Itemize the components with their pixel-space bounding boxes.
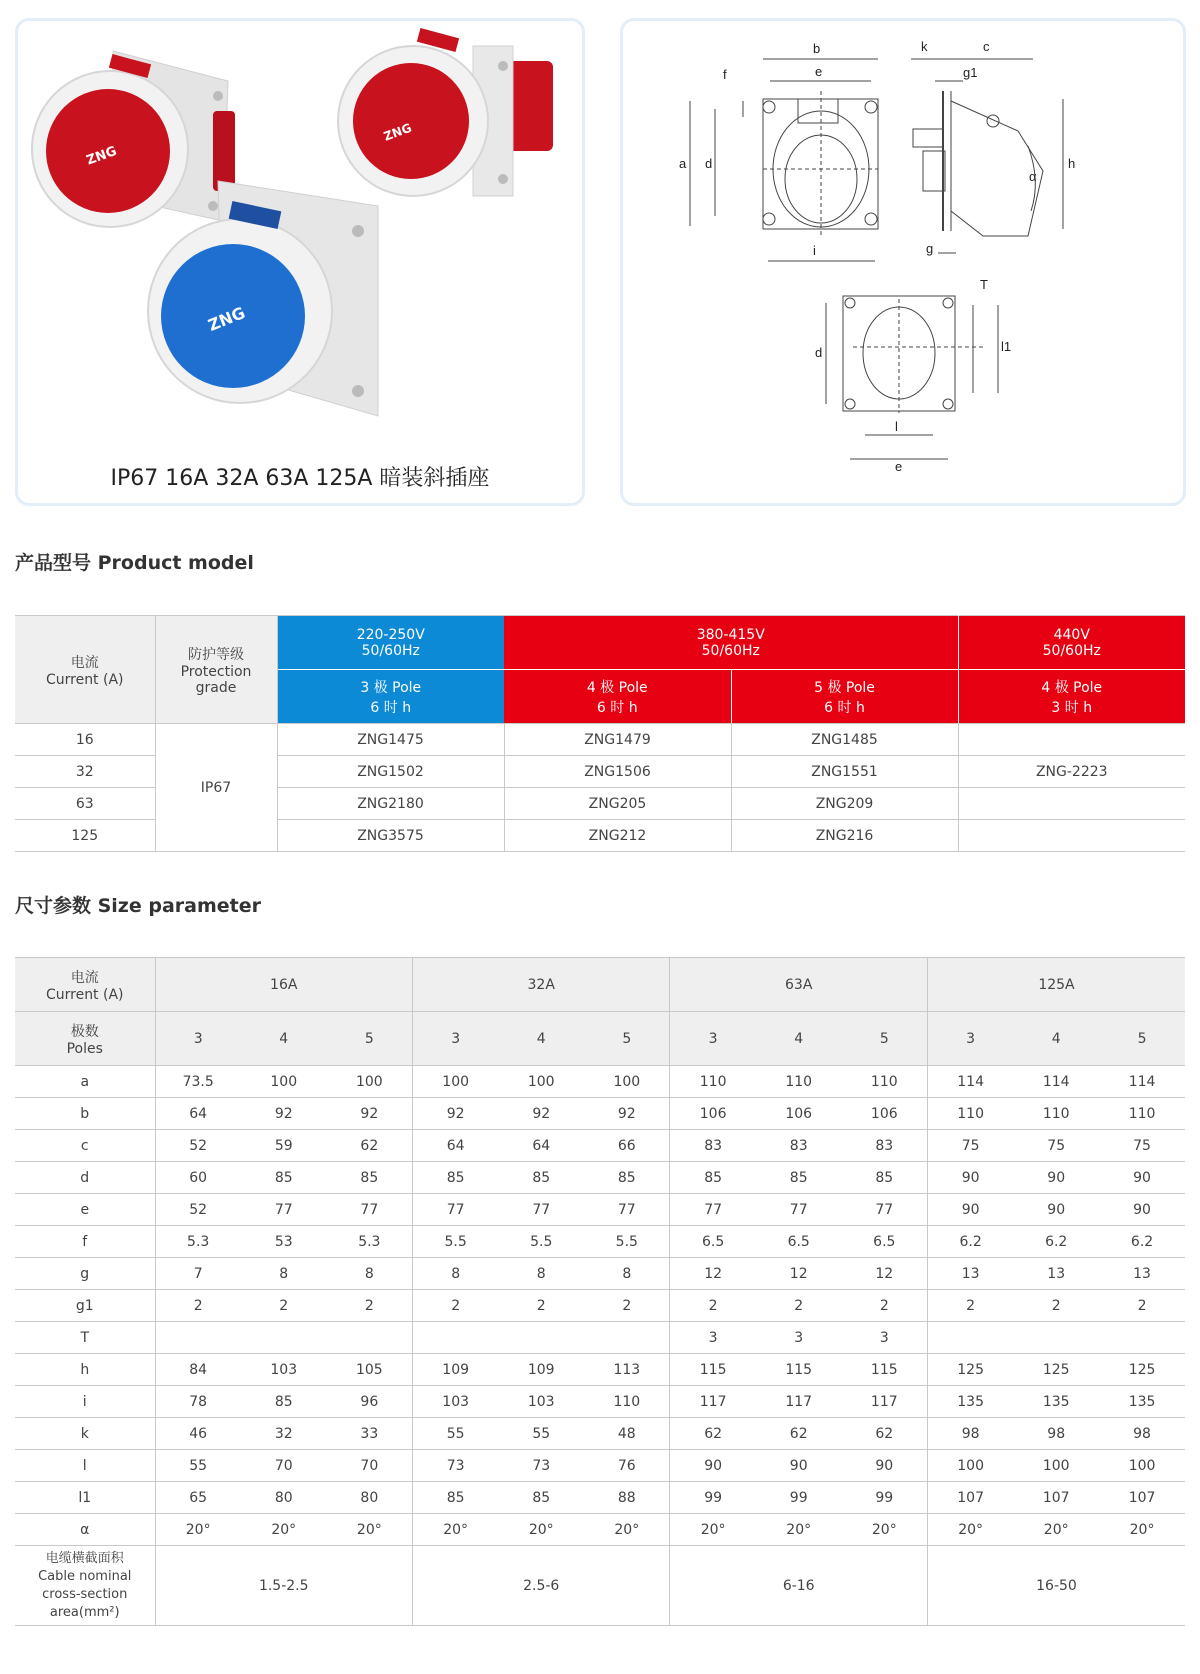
size-row-label: h bbox=[15, 1354, 155, 1386]
svg-text:e: e bbox=[895, 459, 903, 474]
size-value: 109 bbox=[412, 1354, 498, 1386]
size-value bbox=[584, 1322, 670, 1354]
size-value: 90 bbox=[927, 1162, 1013, 1194]
size-value: 8 bbox=[327, 1258, 413, 1290]
size-value: 85 bbox=[412, 1482, 498, 1514]
size-row bbox=[15, 1226, 1185, 1258]
size-value bbox=[155, 1322, 241, 1354]
size-value: 20° bbox=[498, 1514, 584, 1546]
size-value: 109 bbox=[498, 1354, 584, 1386]
size-value: 85 bbox=[842, 1162, 928, 1194]
svg-text:d: d bbox=[705, 156, 713, 171]
size-value: 6.2 bbox=[1013, 1226, 1099, 1258]
size-value: 77 bbox=[412, 1194, 498, 1226]
dimension-drawing-panel bbox=[620, 18, 1186, 506]
front-view bbox=[690, 59, 878, 261]
size-value: 2 bbox=[498, 1290, 584, 1322]
size-value: 115 bbox=[670, 1354, 756, 1386]
size-value: 110 bbox=[670, 1066, 756, 1098]
svg-text:T: T bbox=[980, 277, 988, 292]
size-value: 70 bbox=[241, 1450, 327, 1482]
svg-text:g: g bbox=[926, 241, 934, 256]
svg-text:e: e bbox=[815, 64, 823, 79]
size-value: 55 bbox=[412, 1418, 498, 1450]
size-value: 48 bbox=[584, 1418, 670, 1450]
size-value: 90 bbox=[1013, 1162, 1099, 1194]
size-value: 55 bbox=[498, 1418, 584, 1450]
size-value: 8 bbox=[584, 1258, 670, 1290]
size-value: 115 bbox=[842, 1354, 928, 1386]
cable-row bbox=[15, 1546, 1185, 1626]
size-value: 20° bbox=[927, 1514, 1013, 1546]
size-value: 88 bbox=[584, 1482, 670, 1514]
size-value: 117 bbox=[670, 1386, 756, 1418]
size-value: 20° bbox=[842, 1514, 928, 1546]
size-value: 2 bbox=[584, 1290, 670, 1322]
size-value: 106 bbox=[670, 1098, 756, 1130]
size-value: 13 bbox=[1013, 1258, 1099, 1290]
size-row bbox=[15, 1066, 1185, 1098]
size-value: 73 bbox=[498, 1450, 584, 1482]
header-voltage-3: 440V 50/60Hz bbox=[958, 616, 1185, 670]
size-value: 80 bbox=[327, 1482, 413, 1514]
size-value: 113 bbox=[584, 1354, 670, 1386]
size-value: 20° bbox=[241, 1514, 327, 1546]
size-value: 73.5 bbox=[155, 1066, 241, 1098]
size-value: 73 bbox=[412, 1450, 498, 1482]
grade-value: IP67 bbox=[155, 724, 277, 852]
size-value: 83 bbox=[670, 1130, 756, 1162]
size-value: 135 bbox=[1099, 1386, 1185, 1418]
size-value: 75 bbox=[927, 1130, 1013, 1162]
size-value: 83 bbox=[756, 1130, 842, 1162]
pole-count: 4 bbox=[498, 1012, 584, 1066]
pole-count: 4 bbox=[1013, 1012, 1099, 1066]
size-value: 52 bbox=[155, 1130, 241, 1162]
group-125a: 125A bbox=[927, 958, 1185, 1012]
size-value: 117 bbox=[842, 1386, 928, 1418]
svg-text:ZNG: ZNG bbox=[381, 120, 414, 144]
size-row-label: i bbox=[15, 1386, 155, 1418]
size-value: 13 bbox=[1099, 1258, 1185, 1290]
size-row-label: a bbox=[15, 1066, 155, 1098]
svg-text:d: d bbox=[815, 345, 823, 360]
size-value: 90 bbox=[927, 1194, 1013, 1226]
size-value: 85 bbox=[241, 1162, 327, 1194]
pole-count: 3 bbox=[412, 1012, 498, 1066]
size-value bbox=[1099, 1322, 1185, 1354]
size-row bbox=[15, 1514, 1185, 1546]
product-model-table bbox=[15, 615, 1185, 852]
header-poles: 极数 Poles bbox=[15, 1012, 155, 1066]
size-value: 60 bbox=[155, 1162, 241, 1194]
size-row bbox=[15, 1450, 1185, 1482]
size-value: 77 bbox=[498, 1194, 584, 1226]
size-value: 98 bbox=[927, 1418, 1013, 1450]
header-grade: 防护等级 Protection grade bbox=[155, 616, 277, 724]
model-row: 32 ZNG1502 ZNG1506 ZNG1551 ZNG-2223 bbox=[15, 756, 1185, 788]
size-value: 90 bbox=[1013, 1194, 1099, 1226]
svg-text:h: h bbox=[1068, 156, 1076, 171]
size-value: 92 bbox=[584, 1098, 670, 1130]
size-value: 110 bbox=[927, 1098, 1013, 1130]
size-value: 80 bbox=[241, 1482, 327, 1514]
blue-socket bbox=[148, 181, 378, 416]
size-value: 84 bbox=[155, 1354, 241, 1386]
size-value: 2 bbox=[1099, 1290, 1185, 1322]
size-value: 3 bbox=[842, 1322, 928, 1354]
size-value: 100 bbox=[1099, 1450, 1185, 1482]
size-value: 110 bbox=[1013, 1098, 1099, 1130]
size-value: 76 bbox=[584, 1450, 670, 1482]
size-value: 53 bbox=[241, 1226, 327, 1258]
size-value: 85 bbox=[584, 1162, 670, 1194]
svg-text:a: a bbox=[679, 156, 687, 171]
size-value: 2 bbox=[241, 1290, 327, 1322]
group-32a: 32A bbox=[412, 958, 669, 1012]
size-row-label: f bbox=[15, 1226, 155, 1258]
size-row bbox=[15, 1162, 1185, 1194]
size-value: 90 bbox=[756, 1450, 842, 1482]
cable-value: 1.5-2.5 bbox=[155, 1546, 412, 1626]
size-row-label: α bbox=[15, 1514, 155, 1546]
size-value: 62 bbox=[842, 1418, 928, 1450]
product-caption: IP67 16A 32A 63A 125A 暗装斜插座 bbox=[110, 466, 490, 491]
size-value: 107 bbox=[1013, 1482, 1099, 1514]
pole-count: 3 bbox=[155, 1012, 241, 1066]
header-config-4: 4 极 Pole 3 时 h bbox=[958, 670, 1185, 724]
size-row bbox=[15, 1098, 1185, 1130]
svg-text:b: b bbox=[813, 41, 821, 56]
pole-count: 3 bbox=[670, 1012, 756, 1066]
size-value: 100 bbox=[927, 1450, 1013, 1482]
size-value: 20° bbox=[412, 1514, 498, 1546]
size-value: 77 bbox=[241, 1194, 327, 1226]
pole-count: 4 bbox=[756, 1012, 842, 1066]
size-parameter-title: 尺寸参数 Size parameter bbox=[15, 895, 262, 917]
size-row bbox=[15, 1130, 1185, 1162]
header-config-3: 5 极 Pole 6 时 h bbox=[731, 670, 958, 724]
size-value: 125 bbox=[1013, 1354, 1099, 1386]
red-socket-left bbox=[32, 51, 235, 227]
size-value: 103 bbox=[241, 1354, 327, 1386]
group-16a: 16A bbox=[155, 958, 412, 1012]
size-value: 2 bbox=[155, 1290, 241, 1322]
size-value: 85 bbox=[241, 1386, 327, 1418]
size-value: 85 bbox=[498, 1162, 584, 1194]
size-value: 85 bbox=[670, 1162, 756, 1194]
size-row bbox=[15, 1322, 1185, 1354]
header-current: 电流 Current (A) bbox=[15, 958, 155, 1012]
cable-value: 6-16 bbox=[670, 1546, 927, 1626]
size-value: 100 bbox=[241, 1066, 327, 1098]
size-value: 90 bbox=[670, 1450, 756, 1482]
cable-label: 电缆横截面积 Cable nominal cross-section area(mm²) bbox=[15, 1546, 155, 1626]
size-value: 5.5 bbox=[498, 1226, 584, 1258]
pole-count: 4 bbox=[241, 1012, 327, 1066]
size-value: 92 bbox=[241, 1098, 327, 1130]
size-value: 117 bbox=[756, 1386, 842, 1418]
header-voltage-1: 220-250V 50/60Hz bbox=[277, 616, 504, 670]
size-row-label: l1 bbox=[15, 1482, 155, 1514]
size-value: 65 bbox=[155, 1482, 241, 1514]
pole-count: 3 bbox=[927, 1012, 1013, 1066]
size-value: 100 bbox=[327, 1066, 413, 1098]
size-value: 59 bbox=[241, 1130, 327, 1162]
size-value: 6.5 bbox=[842, 1226, 928, 1258]
size-row bbox=[15, 1386, 1185, 1418]
size-value: 12 bbox=[842, 1258, 928, 1290]
size-value: 2 bbox=[1013, 1290, 1099, 1322]
size-row bbox=[15, 1258, 1185, 1290]
size-row bbox=[15, 1290, 1185, 1322]
size-value: 20° bbox=[327, 1514, 413, 1546]
size-value: 20° bbox=[1013, 1514, 1099, 1546]
product-model-title: 产品型号 Product model bbox=[15, 552, 254, 574]
size-row bbox=[15, 1194, 1185, 1226]
size-value: 20° bbox=[670, 1514, 756, 1546]
size-value: 75 bbox=[1099, 1130, 1185, 1162]
group-63a: 63A bbox=[670, 958, 927, 1012]
size-value: 110 bbox=[584, 1386, 670, 1418]
size-value: 12 bbox=[670, 1258, 756, 1290]
side-view bbox=[911, 59, 1063, 253]
size-value: 105 bbox=[327, 1354, 413, 1386]
size-value: 135 bbox=[927, 1386, 1013, 1418]
size-value bbox=[412, 1322, 498, 1354]
size-row-label: g1 bbox=[15, 1290, 155, 1322]
size-value: 99 bbox=[842, 1482, 928, 1514]
size-value: 77 bbox=[327, 1194, 413, 1226]
size-value: 85 bbox=[756, 1162, 842, 1194]
size-value: 100 bbox=[498, 1066, 584, 1098]
size-value: 78 bbox=[155, 1386, 241, 1418]
size-value: 5.5 bbox=[412, 1226, 498, 1258]
size-value: 99 bbox=[670, 1482, 756, 1514]
size-row-label: l bbox=[15, 1450, 155, 1482]
size-value: 90 bbox=[1099, 1194, 1185, 1226]
size-value: 64 bbox=[498, 1130, 584, 1162]
size-value: 115 bbox=[756, 1354, 842, 1386]
size-value: 96 bbox=[327, 1386, 413, 1418]
size-row bbox=[15, 1418, 1185, 1450]
size-value: 2 bbox=[756, 1290, 842, 1322]
size-value: 103 bbox=[498, 1386, 584, 1418]
size-value: 103 bbox=[412, 1386, 498, 1418]
size-row-label: d bbox=[15, 1162, 155, 1194]
size-value: 2 bbox=[327, 1290, 413, 1322]
size-value: 2 bbox=[842, 1290, 928, 1322]
size-value: 107 bbox=[1099, 1482, 1185, 1514]
size-value: 110 bbox=[756, 1066, 842, 1098]
size-value: 5.3 bbox=[155, 1226, 241, 1258]
size-value: 114 bbox=[1013, 1066, 1099, 1098]
size-value bbox=[927, 1322, 1013, 1354]
size-value: 52 bbox=[155, 1194, 241, 1226]
svg-text:ZNG: ZNG bbox=[205, 303, 248, 335]
size-value: 6.5 bbox=[756, 1226, 842, 1258]
size-value bbox=[327, 1322, 413, 1354]
svg-text:k: k bbox=[921, 39, 928, 54]
size-value: 77 bbox=[584, 1194, 670, 1226]
dimension-drawing bbox=[623, 21, 1183, 503]
size-value: 5.3 bbox=[327, 1226, 413, 1258]
model-row: 125 ZNG3575 ZNG212 ZNG216 bbox=[15, 820, 1185, 852]
size-value: 64 bbox=[412, 1130, 498, 1162]
size-value: 77 bbox=[842, 1194, 928, 1226]
size-value: 62 bbox=[756, 1418, 842, 1450]
pole-count: 5 bbox=[1099, 1012, 1185, 1066]
size-value: 62 bbox=[327, 1130, 413, 1162]
svg-text:f: f bbox=[723, 67, 727, 82]
size-value: 2 bbox=[412, 1290, 498, 1322]
size-value: 2 bbox=[670, 1290, 756, 1322]
svg-text:i: i bbox=[813, 243, 816, 258]
pole-count: 5 bbox=[584, 1012, 670, 1066]
cutout-view bbox=[826, 296, 998, 459]
product-photo bbox=[18, 21, 582, 451]
size-value: 110 bbox=[1099, 1098, 1185, 1130]
size-value: 125 bbox=[1099, 1354, 1185, 1386]
size-value: 20° bbox=[1099, 1514, 1185, 1546]
size-value: 90 bbox=[842, 1450, 928, 1482]
size-value: 99 bbox=[756, 1482, 842, 1514]
size-parameter-table bbox=[15, 957, 1185, 1626]
size-value: 106 bbox=[842, 1098, 928, 1130]
model-row: 63 ZNG2180 ZNG205 ZNG209 bbox=[15, 788, 1185, 820]
size-value: 13 bbox=[927, 1258, 1013, 1290]
size-value: 8 bbox=[241, 1258, 327, 1290]
size-value: 64 bbox=[155, 1098, 241, 1130]
size-value: 114 bbox=[927, 1066, 1013, 1098]
size-row-label: e bbox=[15, 1194, 155, 1226]
size-value: 92 bbox=[327, 1098, 413, 1130]
cable-value: 16-50 bbox=[927, 1546, 1185, 1626]
cable-value: 2.5-6 bbox=[412, 1546, 669, 1626]
size-value bbox=[498, 1322, 584, 1354]
size-row-label: k bbox=[15, 1418, 155, 1450]
size-row bbox=[15, 1482, 1185, 1514]
size-value: 85 bbox=[498, 1482, 584, 1514]
size-value: 55 bbox=[155, 1450, 241, 1482]
size-value: 6.5 bbox=[670, 1226, 756, 1258]
size-value: 98 bbox=[1013, 1418, 1099, 1450]
size-value: 20° bbox=[756, 1514, 842, 1546]
model-row: 16 IP67 ZNG1475 ZNG1479 ZNG1485 bbox=[15, 724, 1185, 756]
size-value: 20° bbox=[584, 1514, 670, 1546]
size-value: 32 bbox=[241, 1418, 327, 1450]
size-row-label: g bbox=[15, 1258, 155, 1290]
size-value: 7 bbox=[155, 1258, 241, 1290]
size-value: 33 bbox=[327, 1418, 413, 1450]
size-value: 85 bbox=[412, 1162, 498, 1194]
size-value: 98 bbox=[1099, 1418, 1185, 1450]
size-row-label: c bbox=[15, 1130, 155, 1162]
size-value bbox=[1013, 1322, 1099, 1354]
pole-count: 5 bbox=[842, 1012, 928, 1066]
product-photo-panel bbox=[15, 18, 585, 506]
size-value: 6.2 bbox=[927, 1226, 1013, 1258]
size-value: 3 bbox=[756, 1322, 842, 1354]
size-value bbox=[241, 1322, 327, 1354]
size-value: 83 bbox=[842, 1130, 928, 1162]
svg-text:l: l bbox=[895, 419, 898, 434]
size-value: 8 bbox=[412, 1258, 498, 1290]
size-value: 62 bbox=[670, 1418, 756, 1450]
size-value: 8 bbox=[498, 1258, 584, 1290]
size-value: 114 bbox=[1099, 1066, 1185, 1098]
size-value: 107 bbox=[927, 1482, 1013, 1514]
size-value: 92 bbox=[412, 1098, 498, 1130]
size-value: 85 bbox=[327, 1162, 413, 1194]
svg-text:g1: g1 bbox=[963, 65, 978, 80]
size-row-label: b bbox=[15, 1098, 155, 1130]
red-socket-right bbox=[338, 28, 553, 196]
size-value: 125 bbox=[927, 1354, 1013, 1386]
header-voltage-2: 380-415V 50/60Hz bbox=[504, 616, 958, 670]
size-value: 106 bbox=[756, 1098, 842, 1130]
size-value: 77 bbox=[670, 1194, 756, 1226]
size-value: 100 bbox=[412, 1066, 498, 1098]
header-config-1: 3 极 Pole 6 时 h bbox=[277, 670, 504, 724]
header-current: 电流 Current (A) bbox=[15, 616, 155, 724]
size-value: 6.2 bbox=[1099, 1226, 1185, 1258]
size-value: 12 bbox=[756, 1258, 842, 1290]
svg-text:ZNG: ZNG bbox=[84, 143, 119, 169]
size-value: 2 bbox=[927, 1290, 1013, 1322]
size-value: 135 bbox=[1013, 1386, 1099, 1418]
size-value: 90 bbox=[1099, 1162, 1185, 1194]
svg-text:c: c bbox=[983, 39, 990, 54]
size-row bbox=[15, 1354, 1185, 1386]
size-value: 20° bbox=[155, 1514, 241, 1546]
size-value: 92 bbox=[498, 1098, 584, 1130]
size-value: 75 bbox=[1013, 1130, 1099, 1162]
size-value: 46 bbox=[155, 1418, 241, 1450]
size-value: 5.5 bbox=[584, 1226, 670, 1258]
svg-text:l1: l1 bbox=[1001, 339, 1012, 354]
size-value: 77 bbox=[756, 1194, 842, 1226]
pole-count: 5 bbox=[327, 1012, 413, 1066]
header-config-2: 4 极 Pole 6 时 h bbox=[504, 670, 731, 724]
size-value: 110 bbox=[842, 1066, 928, 1098]
size-row-label: T bbox=[15, 1322, 155, 1354]
size-value: 66 bbox=[584, 1130, 670, 1162]
size-value: 100 bbox=[584, 1066, 670, 1098]
svg-text:α: α bbox=[1029, 169, 1037, 184]
size-value: 3 bbox=[670, 1322, 756, 1354]
size-value: 100 bbox=[1013, 1450, 1099, 1482]
size-value: 70 bbox=[327, 1450, 413, 1482]
